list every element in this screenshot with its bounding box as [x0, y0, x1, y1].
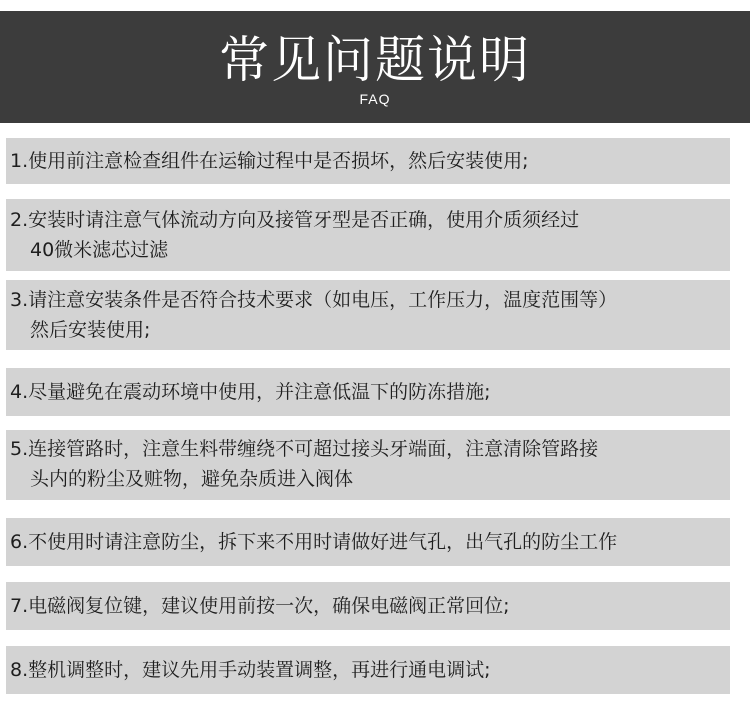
faq-item-text: 4.尽量避免在震动环境中使用，并注意低温下的防冻措施; — [10, 381, 491, 403]
faq-item-7 — [6, 582, 730, 630]
page-title: 常见问题说明 — [219, 31, 531, 89]
faq-item-4 — [6, 368, 730, 416]
faq-item-text: 7.电磁阀复位键，建议使用前按一次，确保电磁阀正常回位; — [10, 595, 510, 617]
faq-item-6 — [6, 518, 730, 566]
faq-item-text: 8.整机调整时，建议先用手动装置调整，再进行通电调试; — [10, 659, 491, 681]
faq-item-text: 2.安装时请注意气体流动方向及接管牙型是否正确，使用介质须经过 — [10, 209, 580, 231]
faq-item-text: 5.连接管路时，注意生料带缠绕不可超过接头牙端面，注意清除管路接 — [10, 438, 599, 460]
faq-item-text: 3.请注意安装条件是否符合技术要求（如电压，工作压力，温度范围等） — [10, 289, 618, 311]
faq-item-8 — [6, 646, 730, 694]
faq-item-text: 6.不使用时请注意防尘，拆下来不用时请做好进气孔，出气孔的防尘工作 — [10, 531, 618, 553]
faq-item-2 — [6, 199, 730, 271]
faq-item-3 — [6, 280, 730, 350]
faq-item-5 — [6, 430, 730, 500]
page-header — [0, 11, 750, 123]
page-subtitle: FAQ — [359, 91, 391, 107]
faq-item-1 — [6, 138, 730, 184]
faq-item-text: 40微米滤芯过滤 — [30, 239, 169, 261]
faq-item-text: 头内的粉尘及赃物，避免杂质进入阀体 — [30, 468, 354, 490]
faq-item-text: 1.使用前注意检查组件在运输过程中是否损坏，然后安装使用; — [10, 150, 529, 172]
faq-item-text: 然后安装使用; — [30, 319, 151, 341]
